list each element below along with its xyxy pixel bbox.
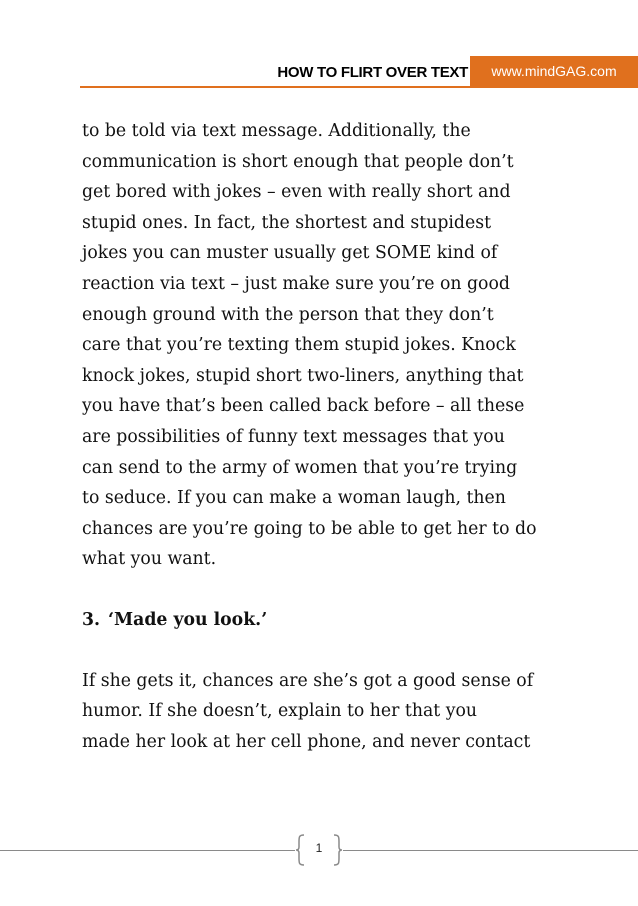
header-rule (80, 86, 638, 88)
right-brace-icon (333, 834, 343, 866)
header-url: www.mindGAG.com (470, 56, 638, 86)
text-line: communication is short enough that people don’t (82, 151, 514, 172)
text-line: reaction via text – just make sure you’re on good (82, 273, 510, 294)
text-line: care that you’re texting them stupid jokes. Knock (82, 335, 516, 356)
text-line: can send to the army of women that you’re trying (82, 457, 518, 478)
text-line: If she gets it, chances are she’s got a good sense of (82, 670, 534, 691)
section-number: 3. (82, 609, 101, 630)
text-line: enough ground with the person that they don’t (82, 304, 494, 325)
text-line: stupid ones. In fact, the shortest and stupidest (82, 212, 492, 233)
text-line: to be told via text message. Additionally, the (82, 121, 471, 141)
page-header (0, 56, 638, 88)
left-brace-icon (295, 834, 305, 866)
page-footer (0, 832, 638, 868)
text-line: knock jokes, stupid short two-liners, anything that (82, 365, 524, 386)
header-title: HOW TO FLIRT OVER TEXT (277, 64, 468, 81)
page-number-box (295, 834, 343, 866)
text-line: are possibilities of funny text messages that you (82, 426, 505, 447)
body-paragraph-1 (82, 116, 562, 575)
text-line: humor. If she doesn’t, explain to her that you (82, 701, 478, 722)
text-line: to seduce. If you can make a woman laugh, then (82, 488, 506, 509)
body-paragraph-2 (82, 666, 562, 758)
page-number: 1 (315, 841, 323, 855)
section-title: ‘Made you look.’ (108, 609, 268, 630)
section-heading (82, 605, 562, 636)
text-line: chances are you’re going to be able to get her to do (82, 518, 537, 539)
page-body (82, 116, 562, 757)
text-line: jokes you can muster usually get SOME kind of (82, 243, 498, 264)
text-line: you have that’s been called back before – all these (82, 396, 525, 417)
text-line: what you want. (82, 549, 217, 570)
text-line: get bored with jokes – even with really short and (82, 182, 511, 203)
text-line: made her look at her cell phone, and never contact (82, 731, 531, 752)
